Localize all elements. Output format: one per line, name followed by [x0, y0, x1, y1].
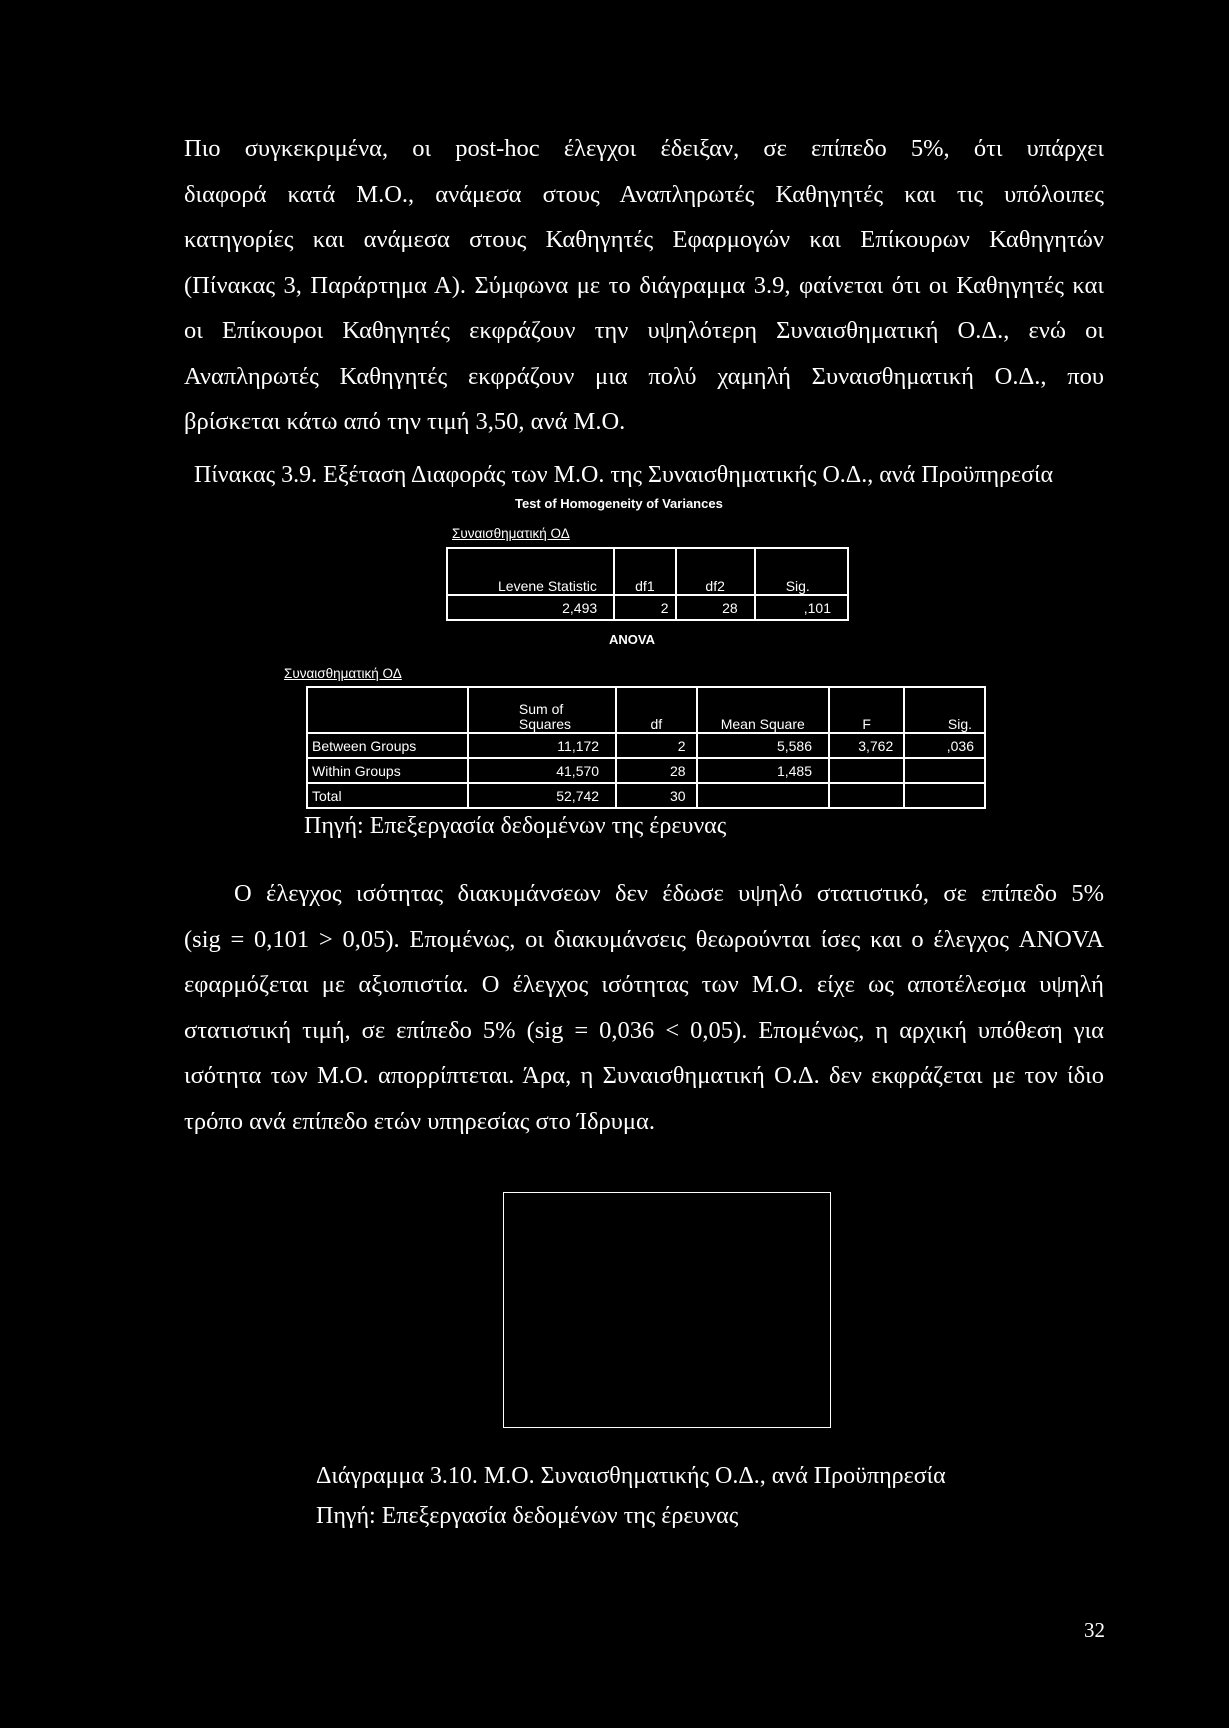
levene-header-row — [447, 548, 848, 595]
anova-row-label: Within Groups — [307, 758, 468, 783]
anova-ms-value: 5,586 — [697, 733, 829, 758]
anova-row-label: Between Groups — [307, 733, 468, 758]
results-line: στατιστική τιμή, σε επίπεδο 5% (sig = 0,036 < 0,05). Επομένως, η αρχική υπόθεση για — [184, 1016, 1104, 1044]
anova-header-sum-of-squares: Sum of Squares — [468, 687, 616, 733]
anova-df-value: 28 — [616, 758, 696, 783]
levene-header-sig: Sig. — [755, 548, 848, 595]
anova-ss-value: 41,570 — [468, 758, 616, 783]
anova-row-total — [307, 783, 985, 808]
anova-ms-value — [697, 783, 829, 808]
anova-row-within — [307, 758, 985, 783]
anova-header-sig: Sig. — [904, 687, 985, 733]
levene-df1-value: 2 — [614, 595, 675, 620]
levene-value-row — [447, 595, 848, 620]
results-paragraph — [184, 871, 1104, 1144]
levene-statistic-value: 2,493 — [447, 595, 614, 620]
anova-row-between — [307, 733, 985, 758]
anova-df-value: 30 — [616, 783, 696, 808]
results-line: εφαρμόζεται με αξιοπιστία. Ο έλεγχος ισότητας των Μ.Ο. είχε ως αποτέλεσμα υψηλή — [184, 971, 1104, 998]
anova-header-blank — [307, 687, 468, 733]
intro-line: Αναπληρωτές Καθηγητές εκφράζουν μια πολύ χαμηλή Συναισθηματική Ο.Δ., που — [184, 362, 1104, 390]
levene-header-df1: df1 — [614, 548, 675, 595]
anova-f-value — [829, 783, 904, 808]
table-caption: Πίνακας 3.9. Εξέταση Διαφοράς των Μ.Ο. της Συναισθηματικής Ο.Δ., ανά Προϋπηρεσία — [194, 462, 1054, 488]
results-line: τρόπο ανά επίπεδο ετών υπηρεσίας στο Ίδρυμα. — [184, 1107, 656, 1135]
anova-ms-value: 1,485 — [697, 758, 829, 783]
anova-header-mean-square: Mean Square — [697, 687, 829, 733]
anova-df-value: 2 — [616, 733, 696, 758]
intro-line: διαφορά κατά Μ.Ο., ανάμεσα στους Αναπληρωτές Καθηγητές και τις υπόλοιπες — [184, 180, 1104, 208]
anova-header-f: F — [829, 687, 904, 733]
anova-sig-value — [904, 783, 985, 808]
levene-sig-value: ,101 — [755, 595, 848, 620]
table-source: Πηγή: Επεξεργασία δεδομένων της έρευνας — [304, 813, 727, 839]
intro-line: κατηγορίες και ανάμεσα στους Καθηγητές Εφαρμογών και Επίκουρων Καθηγητών — [184, 226, 1104, 253]
anova-header-row — [307, 687, 985, 733]
figure-source: Πηγή: Επεξεργασία δεδομένων της έρευνας — [316, 1503, 739, 1529]
levene-df2-value: 28 — [676, 595, 755, 620]
anova-ss-value: 11,172 — [468, 733, 616, 758]
levene-table — [446, 547, 849, 621]
anova-sig-value — [904, 758, 985, 783]
intro-line: οι Επίκουροι Καθηγητές εκφράζουν την υψηλότερη Συναισθηματική Ο.Δ., ενώ οι — [184, 317, 1104, 344]
levene-header-df2: df2 — [676, 548, 755, 595]
anova-f-value: 3,762 — [829, 733, 904, 758]
intro-line: (Πίνακας 3, Παράρτημα Α). Σύμφωνα με το διάγραμμα 3.9, φαίνεται ότι οι Καθηγητές και — [184, 271, 1104, 299]
chart-placeholder-frame — [503, 1192, 831, 1428]
anova-title: ANOVA — [609, 632, 655, 647]
figure-caption: Διάγραμμα 3.10. Μ.Ο. Συναισθηματικής Ο.Δ., ανά Προϋπηρεσία — [316, 1463, 946, 1489]
levene-variable-label: Συναισθηματική ΟΔ — [452, 526, 570, 541]
intro-paragraph — [184, 126, 1104, 445]
anova-variable-label: Συναισθηματική ΟΔ — [284, 666, 402, 681]
levene-header-statistic: Levene Statistic — [447, 548, 614, 595]
anova-header-df: df — [616, 687, 696, 733]
results-line: (sig = 0,101 > 0,05). Επομένως, οι διακυμάνσεις θεωρούνται ίσες και ο έλεγχος ANOVA — [184, 925, 1104, 953]
anova-row-label: Total — [307, 783, 468, 808]
anova-ss-value: 52,742 — [468, 783, 616, 808]
results-line: Ο έλεγχος ισότητας διακυμάνσεων δεν έδωσε υψηλό στατιστικό, σε επίπεδο 5% — [234, 880, 1104, 907]
anova-table — [306, 686, 986, 809]
intro-line: βρίσκεται κάτω από την τιμή 3,50, ανά Μ.Ο. — [184, 408, 626, 435]
page-number: 32 — [1084, 1618, 1105, 1642]
results-line: ισότητα των Μ.Ο. απορρίπτεται. Άρα, η Συναισθηματική Ο.Δ. δεν εκφράζεται με τον ίδιο — [184, 1062, 1104, 1089]
levene-title: Test of Homogeneity of Variances — [515, 496, 723, 511]
anova-sig-value: ,036 — [904, 733, 985, 758]
anova-f-value — [829, 758, 904, 783]
intro-line: Πιο συγκεκριμένα, οι post-hoc έλεγχοι έδειξαν, σε επίπεδο 5%, ότι υπάρχει — [184, 135, 1104, 162]
